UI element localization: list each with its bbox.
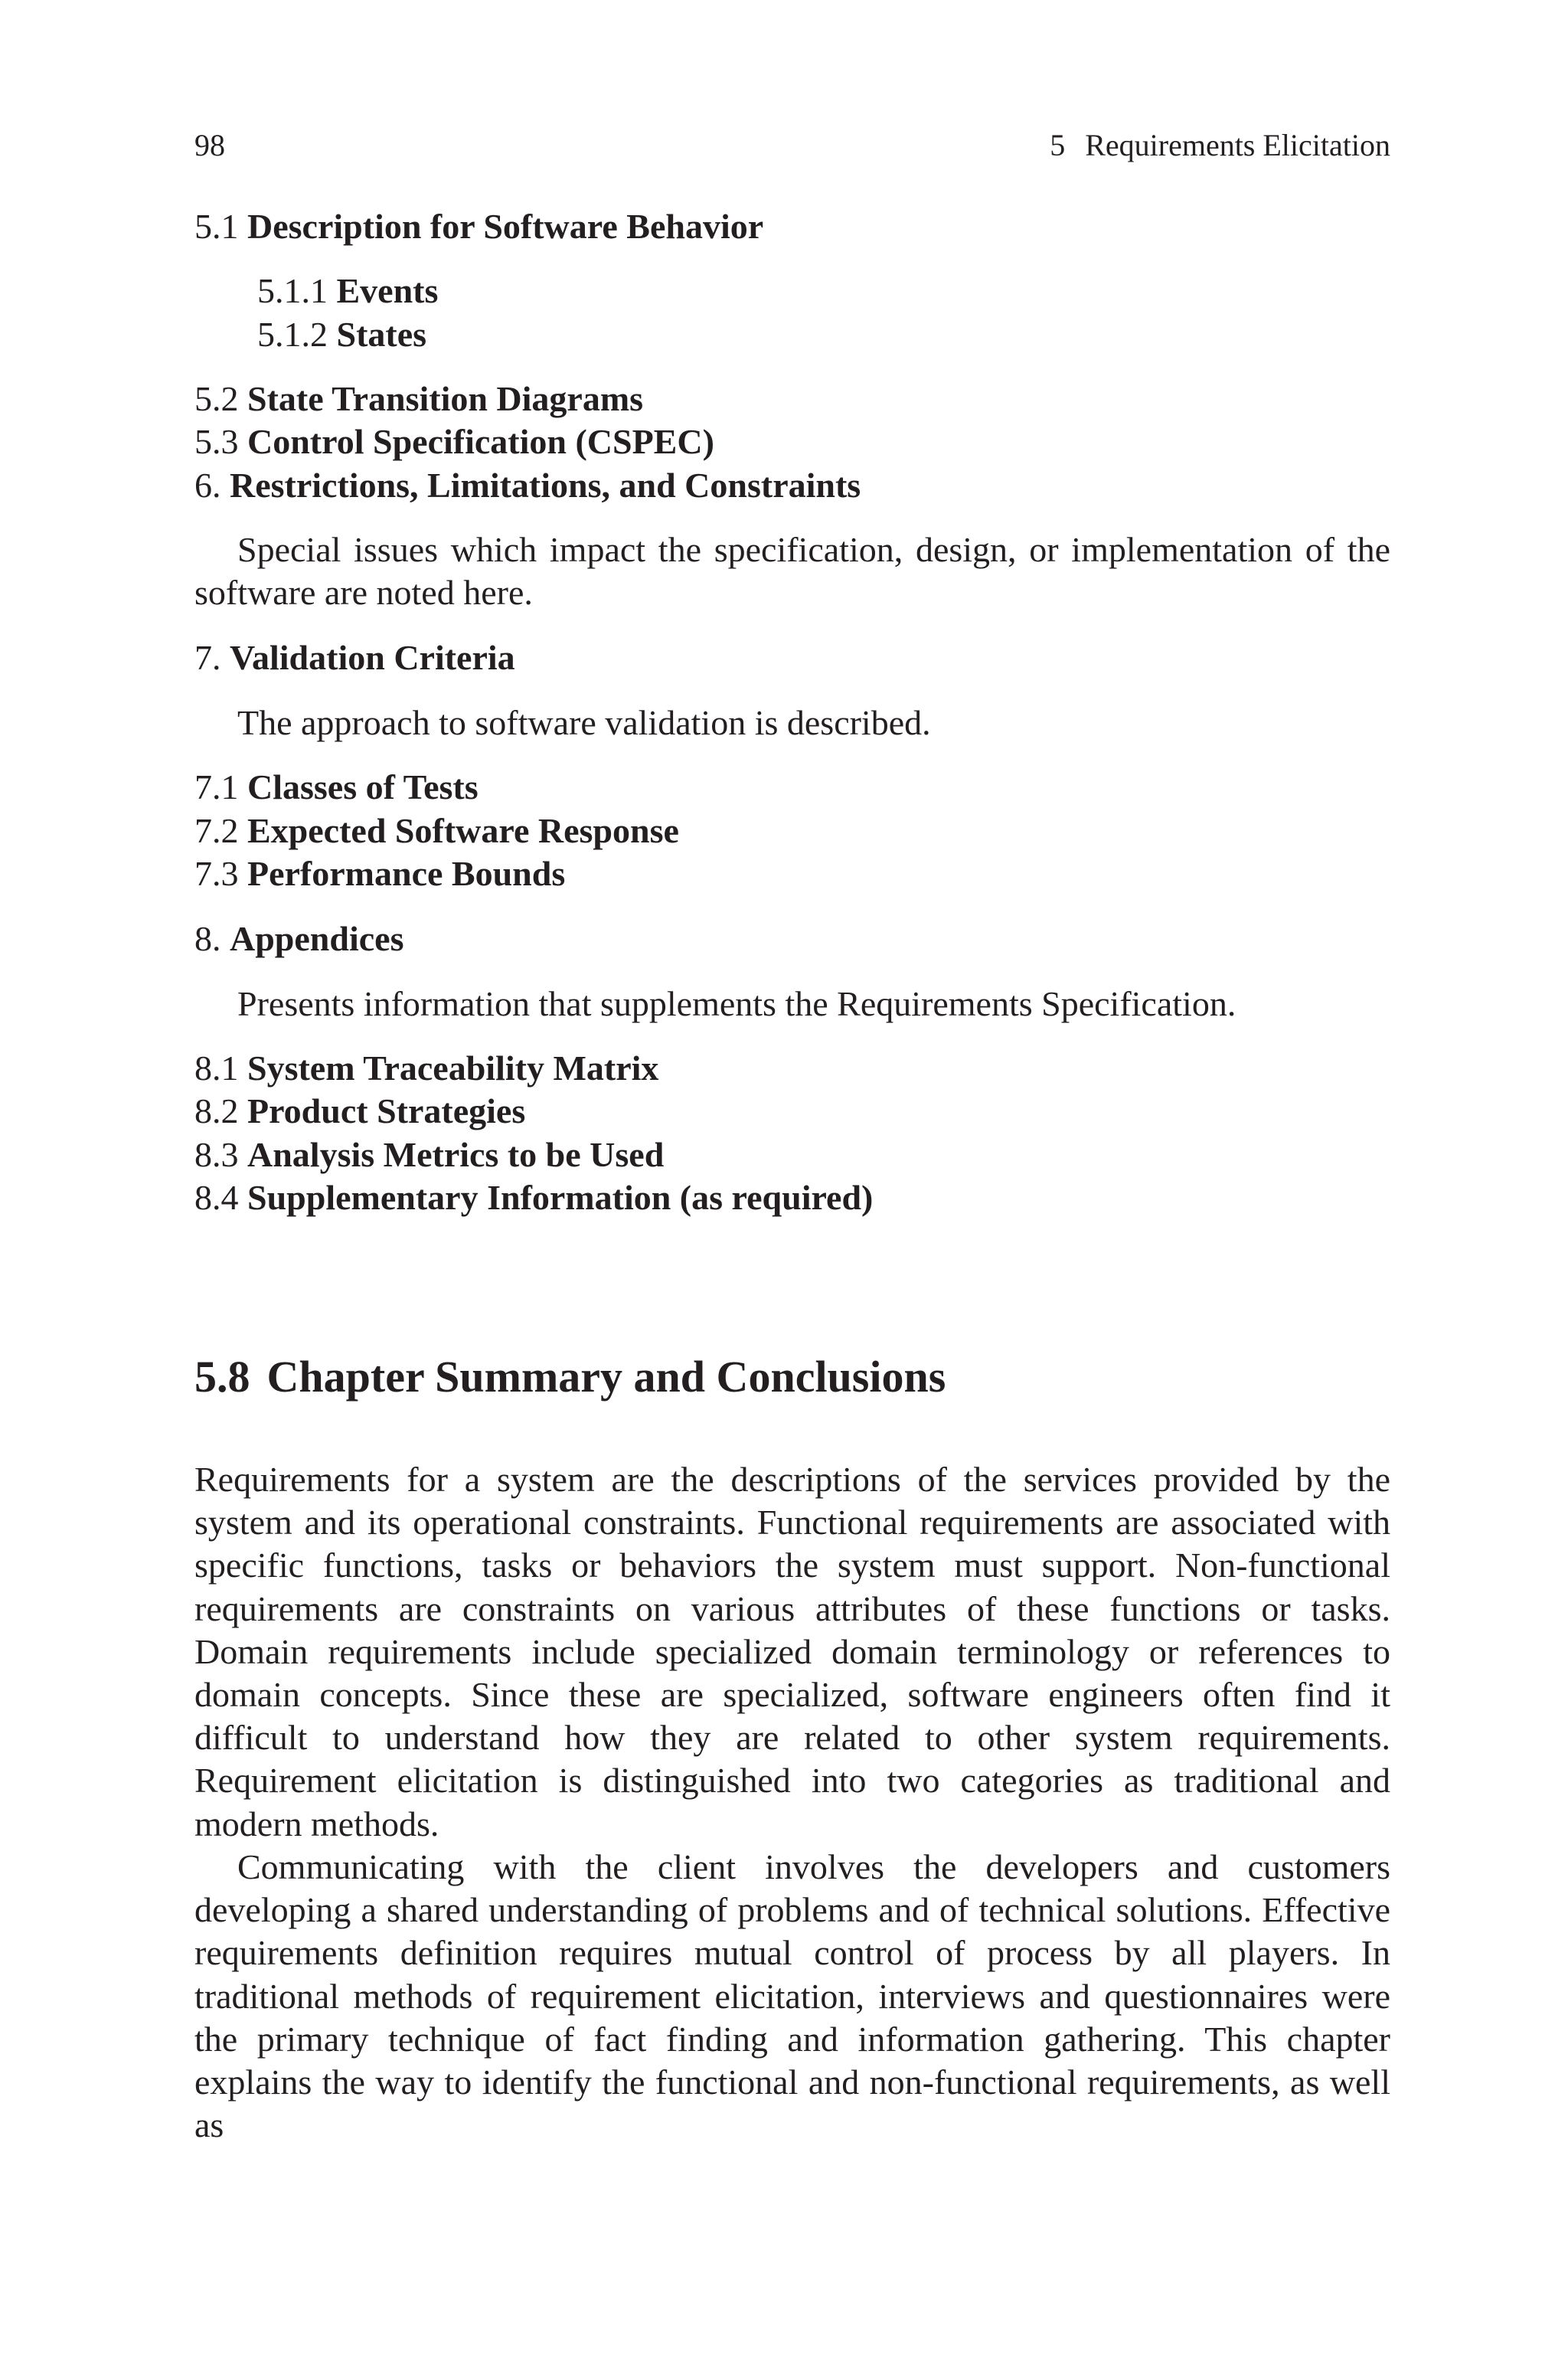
outline-item-8-3 xyxy=(194,1133,664,1176)
outline-number: 6. xyxy=(194,466,221,505)
page-header xyxy=(194,124,1390,167)
outline-number: 8.1 xyxy=(194,1048,239,1088)
outline-title: Analysis Metrics to be Used xyxy=(247,1135,665,1174)
running-head-chapter-title: Requirements Elicitation xyxy=(1085,128,1390,162)
outline-number: 8.2 xyxy=(194,1091,239,1130)
outline-item-7-1 xyxy=(194,766,479,809)
outline-title: Supplementary Information (as required) xyxy=(247,1178,874,1217)
outline-number: 8.4 xyxy=(194,1178,239,1217)
outline-title: Expected Software Response xyxy=(247,811,679,850)
outline-title: Classes of Tests xyxy=(247,767,479,806)
outline-title: System Traceability Matrix xyxy=(247,1048,659,1088)
outline-item-5-1-2 xyxy=(257,313,426,356)
outline-item-8 xyxy=(194,918,403,960)
section-number: 5.8 xyxy=(194,1352,250,1402)
running-head xyxy=(1050,124,1390,167)
outline-title: Appendices xyxy=(230,919,404,958)
page-number: 98 xyxy=(194,128,225,162)
outline-title: Control Specification (CSPEC) xyxy=(247,422,714,461)
outline-number: 7.3 xyxy=(194,854,239,893)
outline-title: State Transition Diagrams xyxy=(247,379,644,418)
outline-number: 5.2 xyxy=(194,379,239,418)
outline-item-8-2 xyxy=(194,1090,525,1133)
outline-number: 8.3 xyxy=(194,1135,239,1174)
appendices-description: Presents information that supplements the Requirements Specification. xyxy=(237,984,1236,1023)
outline-item-8-4 xyxy=(194,1176,873,1219)
outline-item-5-1-1 xyxy=(257,270,438,312)
outline-title: Description for Software Behavior xyxy=(247,207,764,246)
outline-number: 7. xyxy=(194,638,221,677)
outline-item-8-1 xyxy=(194,1047,658,1090)
outline-item-5-2 xyxy=(194,378,643,420)
outline-item-6 xyxy=(194,464,861,507)
section-title: Chapter Summary and Conclusions xyxy=(266,1352,946,1402)
running-head-chapter-number: 5 xyxy=(1050,128,1066,162)
outline-item-5-1 xyxy=(194,205,763,248)
outline-item-7-2 xyxy=(194,810,679,852)
outline-number: 5.1.1 xyxy=(257,271,328,310)
outline-number: 5.1.2 xyxy=(257,315,328,354)
validation-description: The approach to software validation is described. xyxy=(237,703,931,742)
summary-paragraph-1: Requirements for a system are the descriptions of the services provided by the system and its operational constraints. Functional requirements are associated with specific functions, tasks or behaviors the system must support. Non-functional requirements are constraints on various attributes of these functions or tasks. Domain requirements include specialized domain terminology or references to domain concepts. Since these are specialized, software engineers often find it difficult to understand how they are related to other system requirements. Requirement elicitation is distinguished into two categories as traditional and modern methods. xyxy=(194,1460,1390,1843)
outline-number: 5.1 xyxy=(194,207,239,246)
restrictions-description: Special issues which impact the specification, design, or implementation of the software are noted here. xyxy=(194,530,1390,613)
outline-item-5-3 xyxy=(194,420,714,463)
outline-item-7 xyxy=(194,636,515,679)
outline-number: 5.3 xyxy=(194,422,239,461)
section-heading xyxy=(194,1349,946,1405)
outline-number: 8. xyxy=(194,919,221,958)
outline-title: Restrictions, Limitations, and Constraints xyxy=(230,466,861,505)
outline-number: 7.2 xyxy=(194,811,239,850)
outline-title: Events xyxy=(336,271,439,310)
outline-title: States xyxy=(336,315,427,354)
outline-title: Validation Criteria xyxy=(230,638,515,677)
outline-title: Product Strategies xyxy=(247,1091,526,1130)
summary-paragraph-2: Communicating with the client involves the developers and customers developing a shared understanding of problems and of technical solutions. Effective requirements definition requires mutual control of process by all players. In traditional methods of requirement elicitation, interviews and questionnaires were the primary technique of fact finding and information gathering. This chapter explains the way to identify the functional and non-functional requirements, as well as xyxy=(194,1847,1390,2145)
outline-title: Performance Bounds xyxy=(247,854,566,893)
outline-item-7-3 xyxy=(194,852,565,895)
outline-number: 7.1 xyxy=(194,767,239,806)
